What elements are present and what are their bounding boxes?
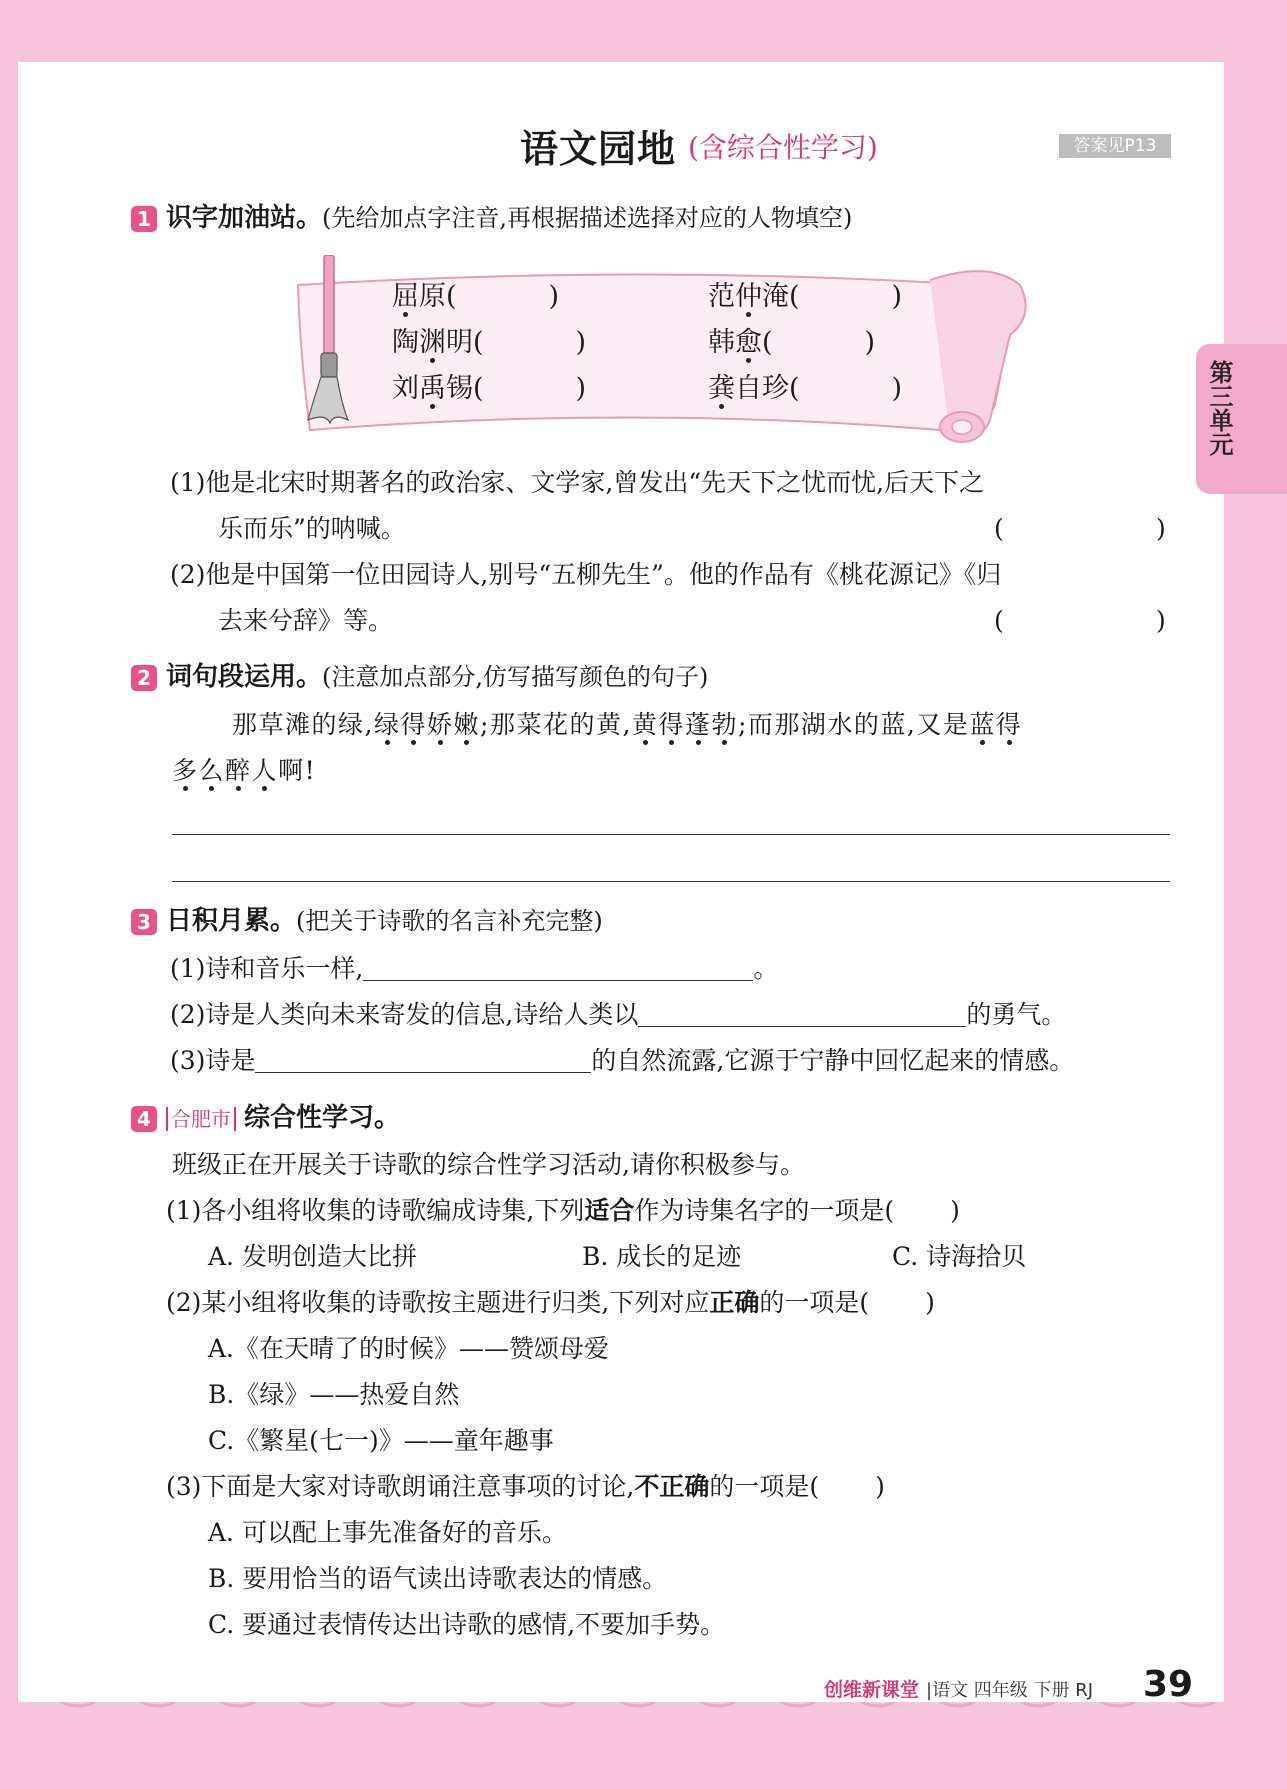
question-4-badge: 4 — [131, 1106, 157, 1132]
dotted-character: 龚 — [708, 373, 735, 404]
question-3-badge: 3 — [131, 909, 157, 935]
dotted-character: 得 — [658, 708, 685, 742]
person-name-hanyu: 韩愈 — [708, 327, 762, 358]
pinyin-blank[interactable] — [457, 283, 549, 309]
person-name-quyuan: 屈原 — [392, 281, 446, 312]
dotted-character: 嫩 — [454, 708, 481, 742]
dotted-character: 多 — [172, 754, 199, 788]
fill-prefix: (1)诗和音乐一样, — [170, 954, 364, 983]
person-name-liuyuxi: 刘禹锡 — [392, 373, 473, 404]
paren-close: ) — [575, 327, 587, 358]
question-3-heading: 日积月累。 — [166, 906, 297, 936]
paren-close: ) — [891, 373, 903, 404]
pinyin-blank[interactable] — [800, 375, 892, 401]
question-1-badge: 1 — [131, 206, 157, 232]
scroll-name-cell — [392, 280, 559, 314]
question-4-sub-3-stem — [166, 1470, 885, 1504]
pinyin-blank[interactable] — [800, 283, 892, 309]
footer-book-info: |语文 四年级 下册 RJ — [926, 1680, 1094, 1701]
paren-close: ) — [548, 281, 560, 312]
option[interactable]: C. 要通过表情传达出诗歌的感情,不要加手势。 — [208, 1610, 726, 1639]
question-4-intro: 班级正在开展关于诗歌的综合性学习活动,请你积极参与。 — [172, 1150, 805, 1179]
question-3-item-1 — [170, 952, 778, 986]
answer-paren-close: ) — [1156, 514, 1166, 543]
dotted-character: 么 — [199, 754, 226, 788]
dotted-phrase — [969, 710, 1022, 739]
question-1-item-1-line-1: (1)他是北宋时期著名的政治家、文学家,曾发出“先天下之忧而忧,后天下之 — [170, 468, 985, 497]
stem-emphasis: 不正确 — [634, 1472, 710, 1501]
dotted-character: 娇 — [427, 708, 454, 742]
pinyin-blank[interactable] — [773, 329, 865, 355]
dotted-character: 蓝 — [969, 708, 996, 742]
question-2-hint: (注意加点部分,仿写描写颜色的句子) — [322, 663, 709, 691]
dotted-character: 得 — [996, 708, 1023, 742]
option[interactable]: A. 发明创造大比拼 — [208, 1242, 417, 1271]
option[interactable]: B.《绿》——热爱自然 — [208, 1380, 460, 1409]
question-4-heading: 综合性学习。 — [243, 1103, 400, 1133]
writing-line-2[interactable] — [172, 881, 1170, 882]
dotted-character: 绿 — [374, 708, 401, 742]
person-name-taoyuanming: 陶渊明 — [392, 327, 473, 358]
fill-blank[interactable] — [363, 955, 753, 981]
question-3-header — [166, 904, 603, 938]
question-1-header — [166, 201, 852, 235]
dotted-phrase — [172, 756, 278, 785]
fill-suffix: 的自然流露,它源于宁静中回忆起来的情感。 — [591, 1046, 1075, 1075]
answer-reference-badge: 答案见P13 — [1059, 134, 1171, 158]
scroll-name-cell — [708, 372, 902, 406]
paren-close: ) — [575, 373, 587, 404]
question-1-heading: 识字加油站。 — [166, 203, 323, 233]
paren-close: ) — [925, 1288, 935, 1317]
stem-emphasis: 适合 — [584, 1196, 635, 1225]
option[interactable]: C. 诗海拾贝 — [892, 1242, 1027, 1271]
scroll-name-cell — [392, 372, 586, 406]
question-1-item-2-line-2: 去来兮辞》等。 — [218, 606, 394, 635]
option[interactable]: C.《繁星(七一)》——童年趣事 — [208, 1426, 554, 1455]
dotted-character: 渊 — [419, 327, 446, 358]
dotted-character: 屈 — [392, 281, 419, 312]
dotted-phrase — [374, 710, 480, 739]
dotted-character: 愈 — [735, 327, 762, 358]
paren-close: ) — [950, 1196, 960, 1225]
question-3-item-2 — [170, 998, 1066, 1032]
fill-blank[interactable] — [255, 1047, 591, 1073]
question-4-header — [166, 1101, 400, 1135]
question-1-hint: (先给加点字注音,再根据描述选择对应的人物填空) — [322, 204, 853, 232]
paren-open: ( — [473, 373, 484, 404]
page-title: 语文园地 — [520, 127, 677, 171]
sentence-part: 那草滩的绿, — [232, 710, 374, 739]
writing-line-1[interactable] — [172, 834, 1170, 835]
dotted-phrase — [632, 710, 738, 739]
stem-text: 作为诗集名字的一项是( — [634, 1196, 895, 1225]
paren-open: ( — [446, 281, 457, 312]
answer-blank[interactable] — [894, 1197, 950, 1223]
stem-emphasis: 正确 — [709, 1288, 760, 1317]
paren-close: ) — [875, 1472, 885, 1501]
sentence-part: ;而那湖水的蓝,又是 — [737, 710, 970, 739]
paren-open: ( — [789, 373, 800, 404]
region-tag: 合肥市 — [166, 1107, 236, 1131]
stem-text: 的一项是( — [709, 1472, 820, 1501]
fill-suffix: 。 — [753, 954, 779, 983]
dotted-character: 蓬 — [685, 708, 712, 742]
answer-blank[interactable] — [1012, 604, 1152, 638]
paren-close: ) — [864, 327, 876, 358]
option[interactable]: B. 要用恰当的语气读出诗歌表达的情感。 — [208, 1564, 668, 1593]
answer-paren-open: ( — [994, 606, 1004, 635]
question-1-item-1-line-2: 乐而乐”的呐喊。 — [218, 514, 406, 543]
paren-close: ) — [891, 281, 903, 312]
dotted-character: 得 — [400, 708, 427, 742]
option[interactable]: A.《在天晴了的时候》——赞颂母爱 — [208, 1334, 610, 1363]
person-name-fanzhongyan: 范仲淹 — [708, 281, 789, 312]
answer-blank[interactable] — [1012, 512, 1152, 546]
footer-brand: 创维新课堂 — [824, 1679, 920, 1701]
pinyin-blank[interactable] — [484, 375, 576, 401]
answer-blank[interactable] — [869, 1289, 925, 1315]
question-1-item-2-line-1: (2)他是中国第一位田园诗人,别号“五柳先生”。他的作品有《桃花源记》《归 — [170, 560, 1002, 589]
option[interactable]: B. 成长的足迹 — [582, 1242, 742, 1271]
answer-blank[interactable] — [819, 1473, 875, 1499]
unit-side-tab-label: 第三单元 — [1205, 360, 1233, 456]
question-4-sub-2-stem — [166, 1286, 935, 1320]
question-2-heading: 词句段运用。 — [166, 662, 323, 692]
fill-blank[interactable] — [638, 1001, 966, 1027]
answer-paren-close: ) — [1156, 606, 1166, 635]
scroll-name-cell — [708, 280, 902, 314]
stem-text: 的一项是( — [759, 1288, 870, 1317]
fill-suffix: 的勇气。 — [966, 1000, 1067, 1029]
paren-open: ( — [473, 327, 484, 358]
sentence-part: ;那菜花的黄, — [480, 710, 632, 739]
paren-open: ( — [762, 327, 773, 358]
dotted-character: 勃 — [711, 708, 738, 742]
sentence-part: 啊! — [278, 756, 317, 785]
stem-text: (1)各小组将收集的诗歌编成诗集,下列 — [166, 1196, 585, 1225]
pinyin-blank[interactable] — [484, 329, 576, 355]
scroll-name-cell — [708, 326, 875, 360]
scroll-name-cell — [392, 326, 586, 360]
question-2-badge: 2 — [131, 665, 157, 691]
fill-prefix: (3)诗是 — [170, 1046, 256, 1075]
option[interactable]: A. 可以配上事先准备好的音乐。 — [208, 1518, 567, 1547]
dotted-character: 禹 — [419, 373, 446, 404]
paren-open: ( — [789, 281, 800, 312]
page-number: 39 — [1143, 1664, 1194, 1705]
dotted-character: 黄 — [632, 708, 659, 742]
page-subtitle: (含综合性学习) — [688, 131, 878, 164]
question-3-hint: (把关于诗歌的名言补充完整) — [296, 907, 603, 935]
question-3-item-3 — [170, 1044, 1074, 1078]
person-name-gongzizhen: 龚自珍 — [708, 373, 789, 404]
question-2-header — [166, 660, 708, 694]
answer-paren-open: ( — [994, 514, 1004, 543]
question-4-sub-1-stem — [166, 1194, 960, 1228]
example-sentence-line-2 — [172, 754, 316, 788]
fill-prefix: (2)诗是人类向未来寄发的信息,诗给人类以 — [170, 1000, 639, 1029]
stem-text: (3)下面是大家对诗歌朗诵注意事项的讨论, — [166, 1472, 635, 1501]
stem-text: (2)某小组将收集的诗歌按主题进行归类,下列对应 — [166, 1288, 710, 1317]
dotted-character: 仲 — [735, 281, 762, 312]
example-sentence-line-1 — [232, 708, 1022, 742]
dotted-character: 人 — [252, 754, 279, 788]
dotted-character: 醉 — [225, 754, 252, 788]
